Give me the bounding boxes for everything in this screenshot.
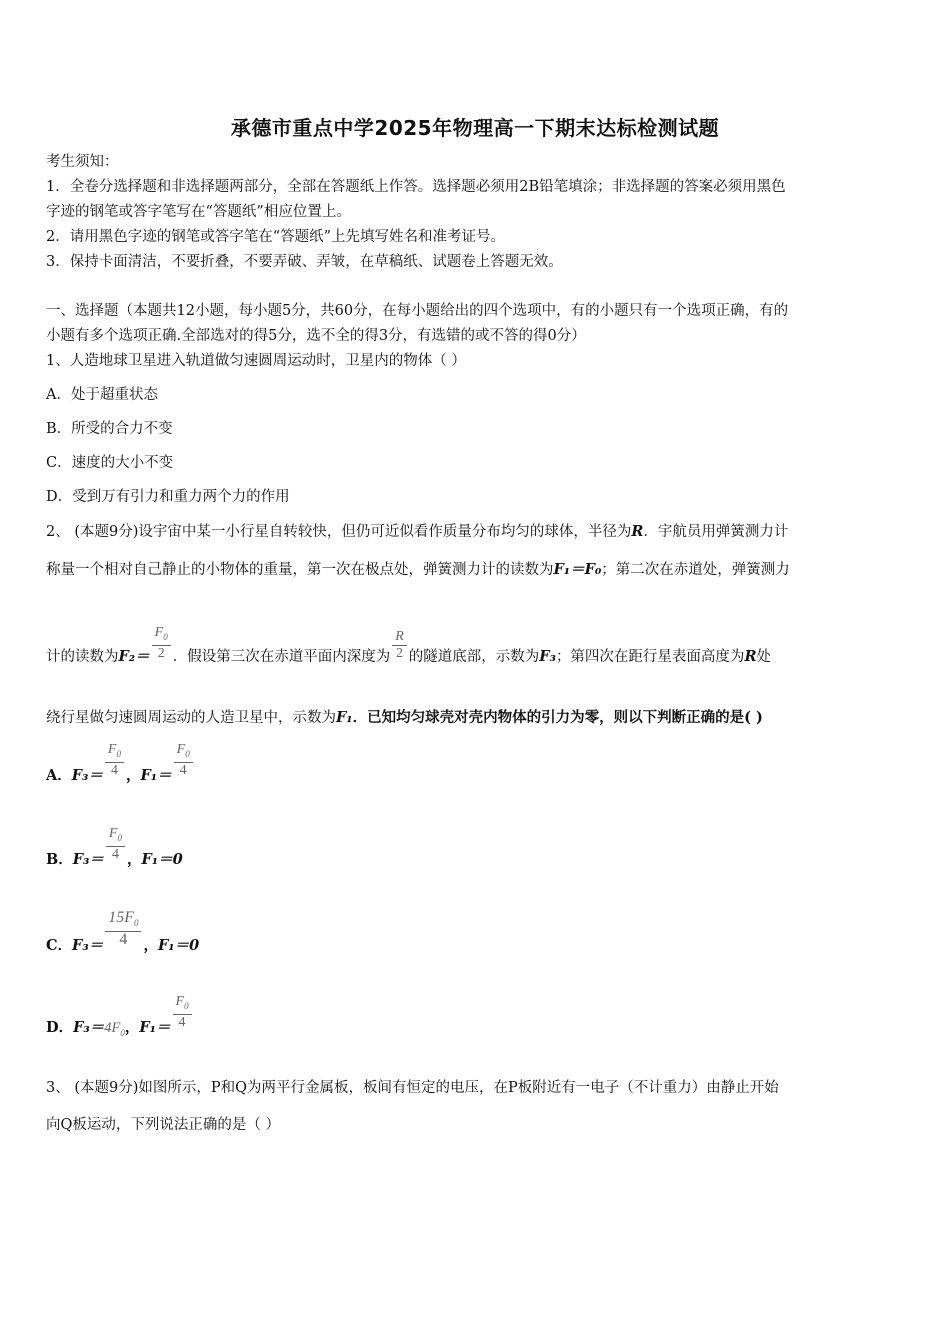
section-heading-cont: 小题有多个选项正确.全部选对的得5分，选不全的得3分，有选错的或不答的得0分） [46, 328, 586, 344]
math-4f0: $4F_0$ [104, 1020, 125, 1038]
question-2-option-c: C．F₃＝ $\frac{15F_0}{4}$ ，F₁＝0 [46, 909, 200, 955]
q2-text: ；第二次在赤道处，弹簧测力 [601, 562, 790, 578]
page-title: 承德市重点中学2025年物理高一下期末达标检测试题 [230, 116, 720, 140]
fraction-f0-over-2: $\frac{F_0}{2}$ [152, 625, 171, 662]
fraction-r-over-2: $\frac{R}{2}$ [392, 629, 407, 662]
q2-text: 2、 (本题9分)设宇宙中某一小行星自转较快，但仍可近似看作质量分布均匀的球体，半径为 [46, 524, 632, 540]
q2-text: 绕行星做匀速圆周运动的人造卫星中，示数为 [46, 710, 336, 726]
fraction-f0-over-4: $\frac{F_0}{4}$ [106, 826, 125, 863]
q2-text: ．已知均匀球壳对壳内物体的引力为零，则以下判断正确的是( ) [352, 709, 763, 726]
fraction-15f0-over-4: $\frac{15F_0}{4}$ [105, 910, 141, 948]
fraction-f0-over-4: $\frac{F_0}{4}$ [174, 742, 193, 779]
q2-f1-label: F₁ [336, 709, 353, 726]
question-2-line-1 [46, 522, 908, 542]
q2-text: ；第四次在距行星表面高度为 [555, 648, 745, 665]
notice-item-1: 1．全卷分选择题和非选择题两部分，全部在答题纸上作答。选择题必须用2B铅笔填涂；非选择题的答案必须用黑色 [46, 179, 786, 195]
q2-var-r: R [744, 647, 757, 665]
fraction-f0-over-4: $\frac{F_0}{4}$ [173, 994, 192, 1031]
question-1-option-d: D．受到万有引力和重力两个力的作用 [46, 489, 290, 505]
notice-item-3: 3．保持卡面清洁，不要折叠，不要弄破、弄皱，在草稿纸、试题卷上答题无效。 [46, 254, 563, 270]
question-1-option-b: B．所受的合力不变 [46, 421, 173, 437]
question-2-option-b: B．F₃＝ $\frac{F_0}{4}$ ，F₁＝0 [46, 826, 183, 868]
question-2-line-2 [46, 560, 908, 580]
notice-item-2: 2．请用黑色字迹的钢笔或答字笔在“答题纸”上先填写姓名和准考证号。 [46, 229, 506, 245]
q2-f3-label: F₃ [539, 647, 556, 665]
q2-text: 处 [756, 648, 771, 665]
q2-text: 计的读数为 [46, 648, 119, 665]
q2-text: 的隧道底部，示数为 [408, 648, 540, 665]
question-3-line-2: 向Q板运动，下列说法正确的是（ ） [46, 1117, 280, 1133]
q2-f1-eq-f0: F₁＝F₀ [553, 561, 602, 578]
q2-text: ．宇航员用弹簧测力计 [643, 524, 789, 540]
question-2-line-4 [46, 708, 908, 728]
notice-heading: 考生须知： [46, 154, 119, 170]
notice-item-1-cont: 字迹的钢笔或答字笔写在“答题纸”相应位置上。 [46, 204, 351, 220]
question-1-option-c: C．速度的大小不变 [46, 455, 174, 471]
question-2-option-d: D．$F_3=4F_0$，F₁＝ $\frac{F_0}{4}$ [46, 994, 908, 1038]
q2-text: ．假设第三次在赤道平面内深度为 [172, 648, 391, 665]
question-2-option-a: A．F₃＝ $\frac{F_0}{4}$ ，F₁＝ $\frac{F_0}{4}$ [46, 742, 908, 786]
question-3-line-1: 3、 (本题9分)如图所示，P和Q为两平行金属板，板间有恒定的电压，在P板附近有一电子（不计重力）由静止开始 [46, 1080, 779, 1096]
q2-text: 称量一个相对自己静止的小物体的重量，第一次在极点处，弹簧测力计的读数为 [46, 562, 554, 578]
section-heading: 一、选择题（本题共12小题，每小题5分，共60分，在每小题给出的四个选项中，有的小题只有一个选项正确，有的 [46, 303, 789, 319]
question-2-line-3 [46, 625, 908, 669]
question-1-option-a: A．处于超重状态 [46, 387, 158, 403]
question-1-stem: 1、人造地球卫星进入轨道做匀速圆周运动时，卫星内的物体（ ） [46, 353, 466, 369]
q2-var-r: R [631, 523, 644, 540]
q2-f2-label: F₂＝ [118, 647, 150, 665]
fraction-f0-over-4: $\frac{F_0}{4}$ [105, 742, 124, 779]
